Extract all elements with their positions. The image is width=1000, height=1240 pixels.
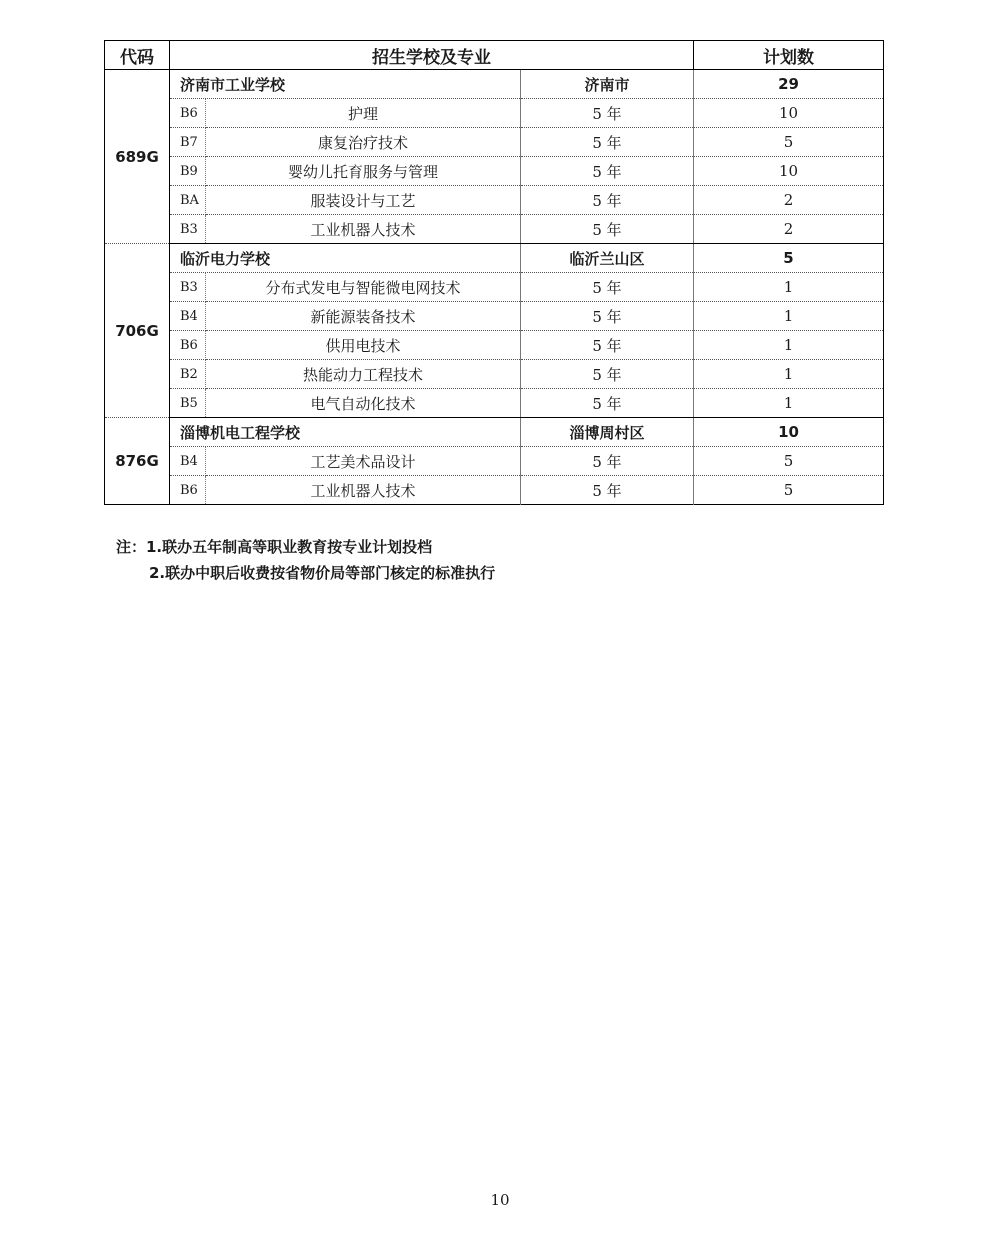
enrollment-plan-table (104, 40, 884, 505)
major-plan: 10 (694, 157, 884, 186)
major-code: B3 (170, 273, 206, 302)
major-duration: 5 年 (521, 476, 694, 505)
major-duration: 5 年 (521, 215, 694, 244)
major-plan: 10 (694, 99, 884, 128)
major-duration: 5 年 (521, 389, 694, 418)
major-name: 工业机器人技术 (206, 476, 521, 505)
note-2: 2.联办中职后收费按省物价局等部门核定的标准执行 (149, 564, 496, 582)
school-location: 临沂兰山区 (521, 244, 694, 273)
major-plan: 5 (694, 447, 884, 476)
major-code: B4 (170, 447, 206, 476)
major-name: 工业机器人技术 (206, 215, 521, 244)
school-name: 济南市工业学校 (170, 70, 521, 99)
major-duration: 5 年 (521, 99, 694, 128)
major-row (105, 476, 884, 505)
major-name: 供用电技术 (206, 331, 521, 360)
school-code: 876G (105, 418, 170, 505)
major-plan: 5 (783, 481, 794, 499)
major-plan: 1 (694, 273, 884, 302)
major-row (105, 157, 884, 186)
school-group (105, 70, 884, 244)
major-row (105, 360, 884, 389)
major-code: B4 (170, 302, 206, 331)
major-name: 婴幼儿托育服务与管理 (206, 157, 521, 186)
major-name: 电气自动化技术 (206, 389, 521, 418)
major-duration: 5 年 (521, 186, 694, 215)
school-code: 689G (105, 70, 170, 244)
school-group (105, 418, 884, 505)
major-code: B7 (170, 128, 206, 157)
major-plan: 2 (694, 186, 884, 215)
major-name: 工艺美术品设计 (206, 447, 521, 476)
major-plan: 1 (694, 389, 884, 418)
major-code: B6 (170, 476, 206, 505)
school-code: 706G (105, 244, 170, 418)
major-row (105, 186, 884, 215)
major-row (105, 331, 884, 360)
note-1: 注：1.联办五年制高等职业教育按专业计划投档 (116, 538, 433, 556)
major-name: 服装设计与工艺 (206, 186, 521, 215)
major-duration: 5 年 (521, 360, 694, 389)
major-duration: 5 年 (521, 447, 694, 476)
header-code: 代码 (105, 41, 170, 70)
major-row (105, 447, 884, 476)
major-duration: 5 年 (521, 331, 694, 360)
major-code: B3 (170, 215, 206, 244)
major-code: B2 (170, 360, 206, 389)
major-plan: 1 (694, 331, 884, 360)
major-row (105, 389, 884, 418)
school-row (105, 418, 884, 447)
school-total: 29 (694, 70, 884, 99)
school-row (105, 70, 884, 99)
school-name: 临沂电力学校 (170, 244, 521, 273)
major-code: BA (170, 186, 206, 215)
major-name: 康复治疗技术 (206, 128, 521, 157)
major-duration: 5 年 (521, 157, 694, 186)
major-code: B9 (170, 157, 206, 186)
major-row (105, 302, 884, 331)
major-duration: 5 年 (521, 302, 694, 331)
major-row (105, 99, 884, 128)
major-name: 分布式发电与智能微电网技术 (206, 273, 521, 302)
page-number: 10 (490, 1191, 510, 1209)
major-name: 新能源装备技术 (206, 302, 521, 331)
major-duration: 5 年 (521, 128, 694, 157)
major-code: B6 (170, 331, 206, 360)
major-plan: 1 (694, 360, 884, 389)
major-name: 护理 (206, 99, 521, 128)
header-school-major: 招生学校及专业 (170, 41, 694, 70)
major-plan: 5 (694, 128, 884, 157)
major-code: B6 (170, 99, 206, 128)
major-row (105, 128, 884, 157)
major-plan: 1 (694, 302, 884, 331)
school-name: 淄博机电工程学校 (170, 418, 521, 447)
major-plan: 2 (694, 215, 884, 244)
major-row (105, 215, 884, 244)
notes (116, 534, 495, 586)
major-row (105, 273, 884, 302)
school-location: 济南市 (521, 70, 694, 99)
major-name: 热能动力工程技术 (206, 360, 521, 389)
major-duration: 5 年 (521, 273, 694, 302)
school-row (105, 244, 884, 273)
school-total: 5 (694, 244, 884, 273)
major-code: B5 (170, 389, 206, 418)
table-header-row (105, 41, 884, 70)
school-location: 淄博周村区 (521, 418, 694, 447)
school-total: 10 (694, 418, 884, 447)
header-plan: 计划数 (694, 41, 884, 70)
school-group (105, 244, 884, 418)
